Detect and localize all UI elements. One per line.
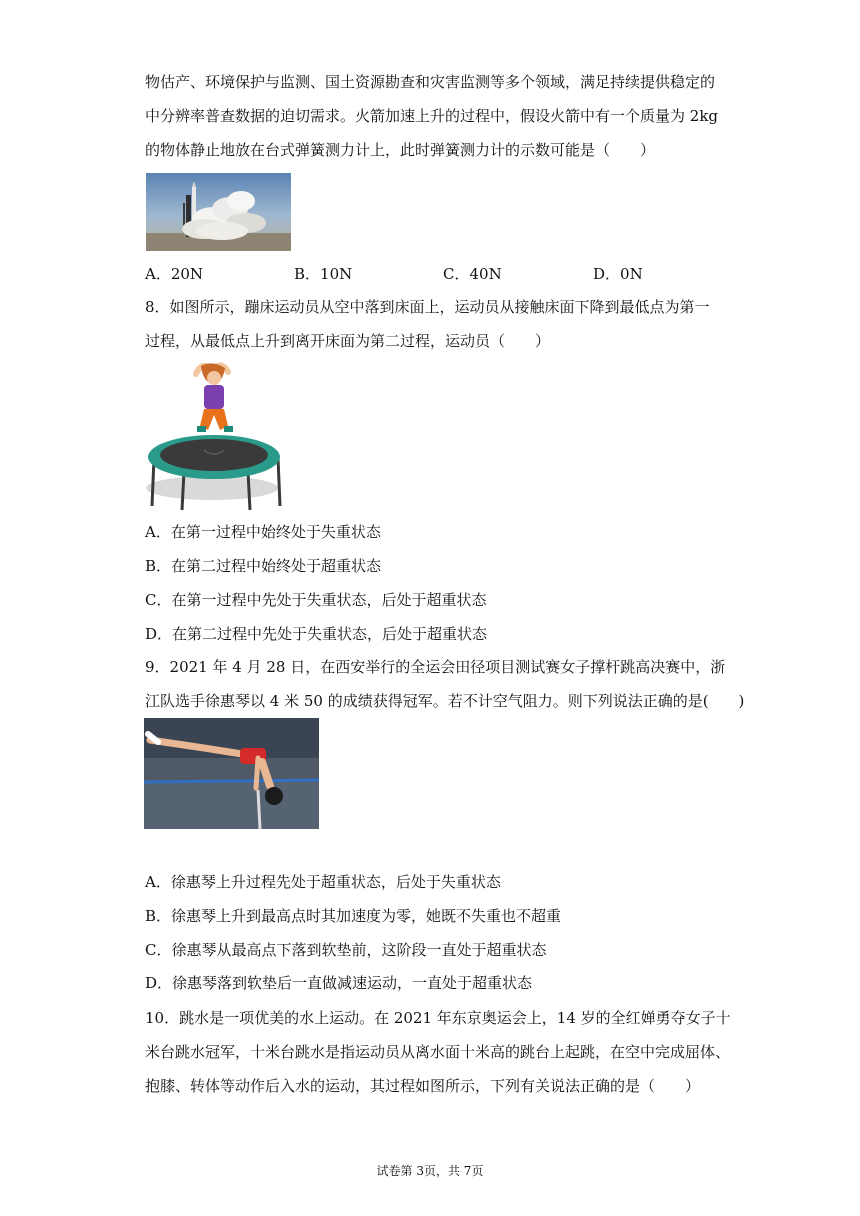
q7-option-a: A．20N [145,265,204,283]
q7-option-b: B．10N [294,265,353,283]
q7-line-3: 的物体静止地放在台式弹簧测力计上，此时弹簧测力计的示数可能是（ ） [145,141,656,159]
q9-line-2: 江队选手徐惠琴以 4 米 50 的成绩获得冠军。若不计空气阻力。则下列说法正确的是( ) [145,692,745,710]
q9-option-d: D．徐惠琴落到软垫后一直做减速运动，一直处于超重状态 [145,974,533,992]
q9-option-b: B．徐惠琴上升到最高点时其加速度为零，她既不失重也不超重 [145,907,562,925]
q9-option-a: A．徐惠琴上升过程先处于超重状态，后处于失重状态 [145,873,501,891]
q7-option-c: C．40N [443,265,502,283]
q7-option-d: D．0N [593,265,643,283]
q9-option-c: C．徐惠琴从最高点下落到软垫前，这阶段一直处于超重状态 [145,941,547,959]
q8-option-c: C．在第一过程中先处于失重状态，后处于超重状态 [145,591,487,609]
pole-vault-photo [144,718,319,829]
q10-line-3: 抱膝、转体等动作后入水的运动，其过程如图所示，下列有关说法正确的是（ ） [145,1077,701,1095]
q7-line-1: 物估产、环境保护与监测、国土资源勘查和灾害监测等多个领域，满足持续提供稳定的 [145,73,716,91]
trampoline-illustration [144,360,284,512]
q9-line-1: 9．2021 年 4 月 28 日，在西安举行的全运会田径项目测试赛女子撑杆跳高决赛中，浙 [145,658,726,676]
q8-option-a: A．在第一过程中始终处于失重状态 [145,523,381,541]
q8-option-d: D．在第二过程中先处于失重状态，后处于超重状态 [145,625,488,643]
q10-line-2: 米台跳水冠军，十米台跳水是指运动员从离水面十米高的跳台上起跳，在空中完成屈体、 [145,1043,731,1061]
q10-line-1: 10．跳水是一项优美的水上运动。在 2021 年东京奥运会上，14 岁的全红婵勇夺女子十 [145,1009,731,1027]
q7-line-2: 中分辨率普查数据的迫切需求。火箭加速上升的过程中，假设火箭中有一个质量为 2kg [145,107,719,125]
rocket-launch-photo [146,173,291,251]
q8-option-b: B．在第二过程中始终处于超重状态 [145,557,382,575]
q8-line-2: 过程，从最低点上升到离开床面为第二过程，运动员（ ） [145,332,551,350]
q8-line-1: 8．如图所示，蹦床运动员从空中落到床面上，运动员从接触床面下降到最低点为第一 [145,298,710,316]
page-footer: 试卷第 3页，共 7页 [376,1164,484,1178]
